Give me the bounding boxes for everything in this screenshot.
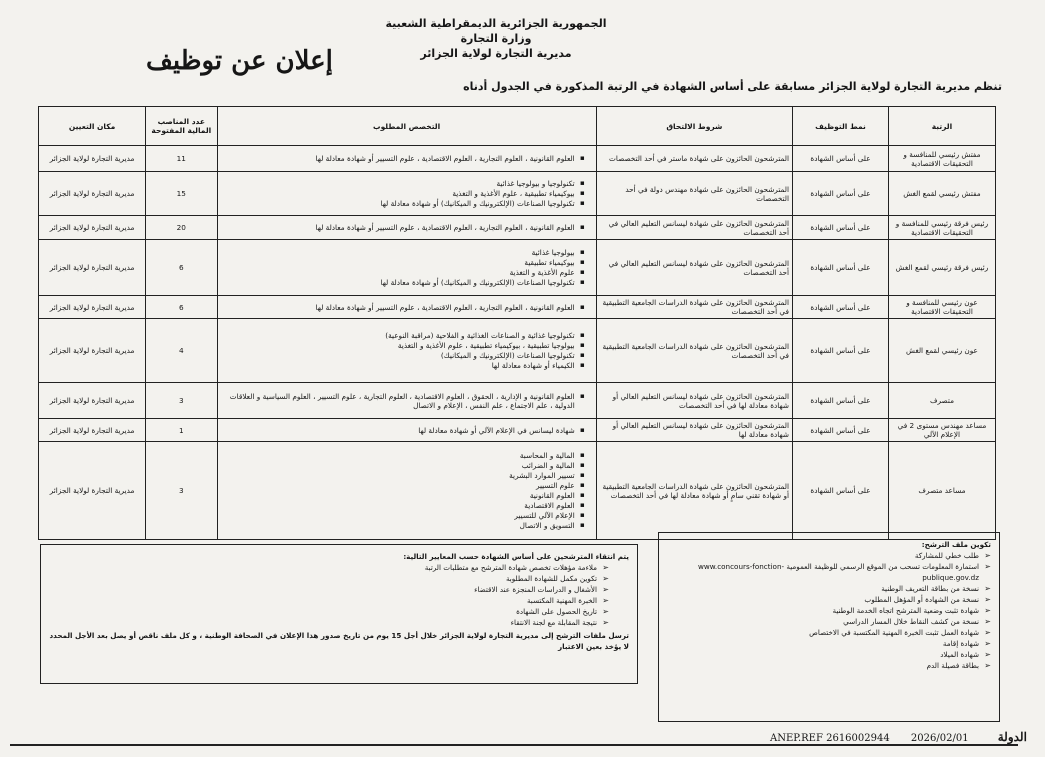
column-header-conditions: شروط الالتحاق	[596, 107, 792, 146]
cell-specialty	[217, 442, 596, 540]
table-row	[39, 296, 996, 319]
column-header-mode: نمط التوظيف	[793, 107, 889, 146]
cell-mode: على أساس الشهادة	[793, 419, 889, 442]
selection-item: ➢ ملاءمة مؤهلات تخصص شهادة المترشح مع متطلبات الرتبة	[49, 562, 609, 573]
cell-count: 6	[146, 240, 217, 296]
cell-mode: على أساس الشهادة	[793, 319, 889, 383]
cell-conditions: المترشحون الحائزون على شهادة الدراسات الجامعية التطبيقية في أحد التخصصات	[596, 319, 792, 383]
selection-title: يتم انتقاء المترشحين على أساس الشهادة حسب المعايير التالية:	[403, 552, 629, 561]
table-row	[39, 319, 996, 383]
column-header-place: مكان التعيين	[39, 107, 146, 146]
cell-mode: على أساس الشهادة	[793, 240, 889, 296]
specialty-item: ▪ بيولوجيا غذائية	[221, 248, 583, 257]
cell-conditions: المترشحون الحائزون على شهادة ليسانس التعليم العالي في أحد التخصصات	[596, 216, 792, 240]
selection-item: ➢ تكوين مكمل للشهادة المطلوبة	[49, 573, 609, 584]
specialty-item: ▪ العلوم القانونية	[221, 491, 583, 500]
cell-grade: عون رئيسي لقمع الغش	[888, 319, 995, 383]
cell-mode: على أساس الشهادة	[793, 442, 889, 540]
specialty-item: ▪ شهادة ليسانس في الإعلام الآلي أو شهادة معادلة لها	[221, 426, 583, 435]
cell-grade: مساعد متصرف	[888, 442, 995, 540]
dossier-item: ➢ بطاقة فصيلة الدم	[667, 660, 991, 671]
newspaper-logo: الدولة	[997, 730, 1027, 744]
cell-grade: رئيس فرقة رئيسي للمنافسة و التحقيقات الاقتصادية	[888, 216, 995, 240]
cell-place: مديرية التجارة لولاية الجزائر	[39, 146, 146, 172]
table-row	[39, 172, 996, 216]
cell-conditions: المترشحون الحائزون على شهادة الدراسات الجامعية التطبيقية أو شهادة تقني سامٍ أو شهادة معادلة لها في أحد التخصصات	[596, 442, 792, 540]
specialty-item: ▪ بيوكيمياء تطبيقية ، علوم الأغذية و التغذية	[221, 189, 583, 198]
cell-count: 11	[146, 146, 217, 172]
cell-conditions: المترشحون الحائزون على شهادة ماستر في أحد التخصصات	[596, 146, 792, 172]
anep-reference: ANEP.REF 2616002944	[770, 733, 890, 744]
cell-conditions: المترشحون الحائزون على شهادة ليسانس التعليم العالي أو شهادة معادلة لها	[596, 419, 792, 442]
cell-mode: على أساس الشهادة	[793, 296, 889, 319]
selection-item: ➢ تاريخ الحصول على الشهادة	[49, 606, 609, 617]
dossier-item: ➢ شهادة تثبت وضعية المترشح اتجاه الخدمة الوطنية	[667, 605, 991, 616]
specialty-item: ▪ تسيير الموارد البشرية	[221, 471, 583, 480]
dossier-item: ➢ نسخة من كشف النقاط خلال المسار الدراسي	[667, 616, 991, 627]
intro-text: تنظم مديرية التجارة لولاية الجزائر مسابقة على أساس الشهادة في الرتبة المذكورة في الجدول أدناه	[463, 80, 1002, 93]
cell-place: مديرية التجارة لولاية الجزائر	[39, 216, 146, 240]
page-title: إعلان عن توظيف	[146, 46, 333, 76]
ministry-header	[366, 16, 626, 61]
cell-specialty	[217, 216, 596, 240]
cell-count: 4	[146, 319, 217, 383]
table-row	[39, 146, 996, 172]
table-row	[39, 442, 996, 540]
cell-place: مديرية التجارة لولاية الجزائر	[39, 383, 146, 419]
specialty-item: ▪ بيوكيمياء تطبيقية	[221, 258, 583, 267]
dossier-item: ➢ شهادة إقامة	[667, 638, 991, 649]
cell-specialty	[217, 319, 596, 383]
dossier-item: ➢ طلب خطي للمشاركة	[667, 550, 991, 561]
cell-count: 6	[146, 296, 217, 319]
cell-specialty	[217, 172, 596, 216]
table-row	[39, 419, 996, 442]
selection-item: ➢ الأشغال و الدراسات المنجزة عند الاقتضاء	[49, 584, 609, 595]
specialty-item: ▪ بيولوجيا تطبيقية ، بيوكيمياء تطبيقية ، علوم الأغذية و التغذية	[221, 341, 583, 350]
dossier-item: ➢ نسخة من الشهادة أو المؤهل المطلوب	[667, 594, 991, 605]
cell-count: 3	[146, 442, 217, 540]
jobs-table	[38, 106, 996, 540]
specialty-item: ▪ علوم التسيير	[221, 481, 583, 490]
document-page	[10, 8, 1027, 746]
cell-count: 20	[146, 216, 217, 240]
cell-place: مديرية التجارة لولاية الجزائر	[39, 240, 146, 296]
specialty-item: ▪ الإعلام الآلي للتسيير	[221, 511, 583, 520]
cell-grade: مفتش رئيسي للمنافسة و التحقيقات الاقتصادية	[888, 146, 995, 172]
specialty-item: ▪ العلوم الاقتصادية	[221, 501, 583, 510]
cell-grade: متصرف	[888, 383, 995, 419]
specialty-item: ▪ تكنولوجيا الصناعات (الإلكترونيك و الميكانيك) أو شهادة معادلة لها	[221, 278, 583, 287]
column-header-count: عدد المناصب المالية المفتوحة	[146, 107, 217, 146]
cell-count: 15	[146, 172, 217, 216]
header-line-ministry: وزارة التجارة	[460, 32, 532, 45]
specialty-item: ▪ تكنولوجيا الصناعات (الإلكترونيك و الميكانيك) أو شهادة معادلة لها	[221, 199, 583, 208]
specialty-item: ▪ علوم الأغذية و التغذية	[221, 268, 583, 277]
specialty-item: ▪ تكنولوجيا غذائية و الصناعات الغذائية و الفلاحية (مراقبة النوعية)	[221, 331, 583, 340]
cell-mode: على أساس الشهادة	[793, 146, 889, 172]
table-header-row	[39, 107, 996, 146]
cell-place: مديرية التجارة لولاية الجزائر	[39, 296, 146, 319]
specialty-item: ▪ التسويق و الاتصال	[221, 521, 583, 530]
cell-specialty	[217, 240, 596, 296]
specialty-item: ▪ الكيمياء أو شهادة معادلة لها	[221, 361, 583, 370]
selection-box	[40, 544, 638, 684]
cell-mode: على أساس الشهادة	[793, 216, 889, 240]
header-line-directorate: مديرية التجارة لولاية الجزائر	[420, 47, 572, 60]
cell-place: مديرية التجارة لولاية الجزائر	[39, 419, 146, 442]
dossier-item: ➢ نسخة من بطاقة التعريف الوطنية	[667, 583, 991, 594]
cell-place: مديرية التجارة لولاية الجزائر	[39, 442, 146, 540]
dossier-title: تكوين ملف الترشح:	[921, 540, 991, 549]
table-row	[39, 240, 996, 296]
specialty-item: ▪ العلوم القانونية ، العلوم التجارية ، العلوم الاقتصادية ، علوم التسيير أو شهادة معادلة لها	[221, 154, 583, 163]
selection-item: ➢ الخبرة المهنية المكتسبة	[49, 595, 609, 606]
cell-specialty	[217, 419, 596, 442]
dossier-box	[658, 532, 1000, 722]
specialty-item: ▪ العلوم القانونية و الإدارية ، الحقوق ، العلوم الاقتصادية ، العلوم التجارية ، علوم التسيير ، العلوم السياسية و العلاقات الدولية ، علم الاجتماع ، علم النفس ، الإعلام و الاتصال	[221, 392, 583, 410]
dossier-item: ➢ استمارة المعلومات تسحب من الموقع الرسمي للوظيفة العمومية www.concours-fonction-publique.gov.dz	[667, 561, 991, 583]
column-header-specialty: التخصص المطلوب	[217, 107, 596, 146]
table-row	[39, 216, 996, 240]
footer-reference	[770, 730, 1045, 744]
page-bottom-edge	[10, 744, 1018, 746]
specialty-item: ▪ المالية و الضرائب	[221, 461, 583, 470]
cell-specialty	[217, 383, 596, 419]
cell-place: مديرية التجارة لولاية الجزائر	[39, 172, 146, 216]
specialty-item: ▪ العلوم القانونية ، العلوم التجارية ، العلوم الاقتصادية ، علوم التسيير أو شهادة معادلة لها	[221, 223, 583, 232]
selection-note: ترسل ملفات الترشح إلى مديرية التجارة لولاية الجزائر خلال أجل 15 يوم من تاريخ صدور هذا الإعلان في الصحافة الوطنية ، و كل ملف ناقص أو يصل بعد الأجل المحدد لا يؤخذ بعين الاعتبار	[49, 631, 629, 651]
cell-mode: على أساس الشهادة	[793, 383, 889, 419]
cell-conditions: المترشحون الحائزون على شهادة الدراسات الجامعية التطبيقية في أحد التخصصات	[596, 296, 792, 319]
cell-count: 1	[146, 419, 217, 442]
specialty-item: ▪ العلوم القانونية ، العلوم التجارية ، العلوم الاقتصادية ، علوم التسيير أو شهادة معادلة لها	[221, 303, 583, 312]
header-line-republic: الجمهورية الجزائرية الديمقراطية الشعبية	[385, 17, 607, 30]
cell-grade: مساعد مهندس مستوى 2 في الإعلام الآلي	[888, 419, 995, 442]
dossier-item: ➢ شهادة الميلاد	[667, 649, 991, 660]
cell-count: 3	[146, 383, 217, 419]
cell-grade: مفتش رئيسي لقمع الغش	[888, 172, 995, 216]
dossier-item: ➢ شهادة العمل تثبت الخبرة المهنية المكتسبة في الاختصاص	[667, 627, 991, 638]
specialty-item: ▪ تكنولوجيا و بيولوجيا غذائية	[221, 179, 583, 188]
cell-mode: على أساس الشهادة	[793, 172, 889, 216]
cell-specialty	[217, 146, 596, 172]
selection-item: ➢ نتيجة المقابلة مع لجنة الانتقاء	[49, 617, 609, 628]
cell-conditions: المترشحون الحائزون على شهادة ليسانس التعليم العالي أو شهادة معادلة لها في أحد التخصصات	[596, 383, 792, 419]
cell-conditions: المترشحون الحائزون على شهادة مهندس دولة في أحد التخصصات	[596, 172, 792, 216]
publication-date: 2026/02/01	[910, 733, 969, 744]
table-row	[39, 383, 996, 419]
specialty-item: ▪ تكنولوجيا الصناعات (الإلكترونيك و الميكانيك)	[221, 351, 583, 360]
cell-grade: رئيس فرقة رئيسي لقمع الغش	[888, 240, 995, 296]
cell-conditions: المترشحون الحائزون على شهادة ليسانس التعليم العالي في أحد التخصصات	[596, 240, 792, 296]
cell-specialty	[217, 296, 596, 319]
cell-grade: عون رئيسي للمنافسة و التحقيقات الاقتصادية	[888, 296, 995, 319]
cell-place: مديرية التجارة لولاية الجزائر	[39, 319, 146, 383]
specialty-item: ▪ المالية و المحاسبة	[221, 451, 583, 460]
column-header-grade: الرتبة	[888, 107, 995, 146]
